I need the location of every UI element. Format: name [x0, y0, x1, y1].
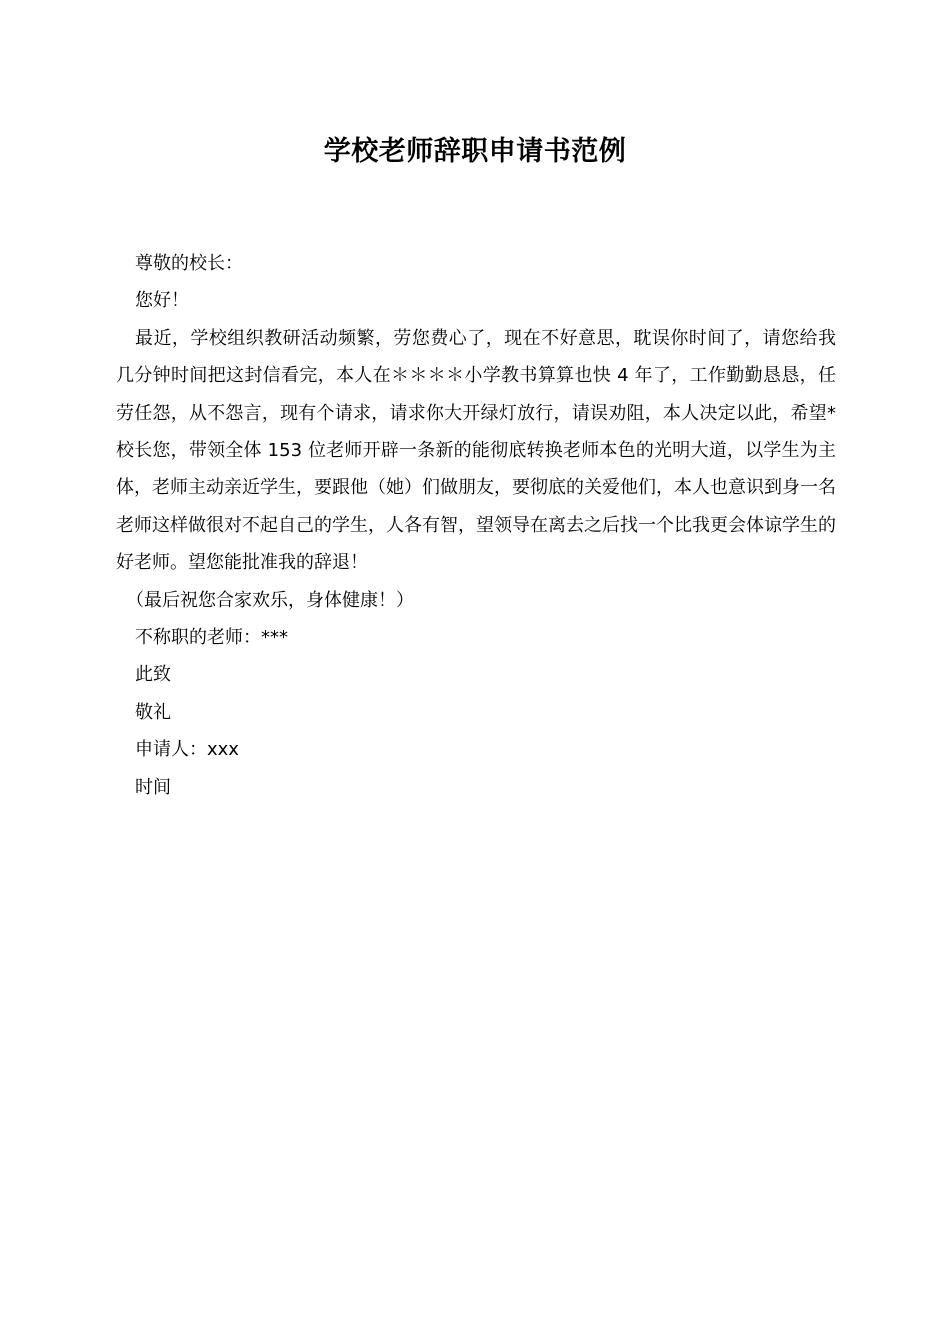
closing-jingli: 敬礼: [135, 701, 171, 723]
greeting: 您好！: [135, 290, 189, 312]
closing-cizhi: 此致: [135, 664, 171, 686]
document-body: [116, 245, 836, 806]
salutation: 尊敬的校长：: [135, 253, 243, 274]
date-line: 时间: [135, 776, 171, 798]
closing-wish: （最后祝您合家欢乐，身体健康！）: [126, 589, 414, 611]
teacher-signature: 不称职的老师：***: [135, 627, 288, 649]
applicant-line: 申请人：xxx: [135, 739, 239, 761]
document-title: 学校老师辞职申请书范例: [323, 136, 627, 167]
body-paragraph: 最近，学校组织教研活动频繁，劳您费心了，现在不好意思，耽误你时间了，请您给我几分钟时间把这封信看完，本人在＊＊＊＊小学教书算算也快 4 年了，工作勤勤恳恳，任劳任怨，从不怨言，现有个请求，请求你大开绿灯放行，请误劝阻，本人决定以此，希望*校长您，带领全体 153 位老师开辟一条新的能彻底转换老师本色的光明大道，以学生为主体，老师主动亲近学生，要跟他（她）们做朋友，要彻底的关爱他们，本人也意识到身一名老师这样做很对不起自己的学生，人各有智，望领导在离去之后找一个比我更会体谅学生的好老师。望您能批准我的辞退！: [116, 327, 836, 574]
